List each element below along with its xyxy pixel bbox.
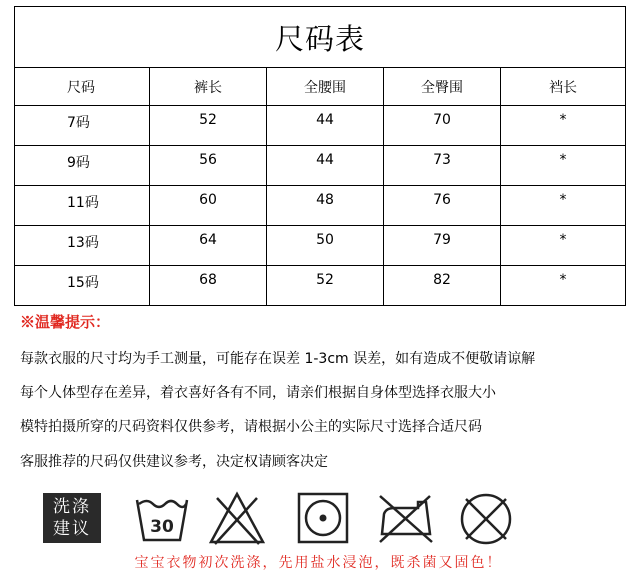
- hip-cell: 79: [384, 226, 501, 266]
- wash-advice-line1: 洗涤: [53, 497, 91, 517]
- waist-cell: 52: [267, 266, 384, 306]
- crotch-cell: *: [501, 266, 626, 306]
- hip-cell: 70: [384, 106, 501, 146]
- notice-line: 每个人体型存在差异，着衣喜好各有不同，请亲们根据自身体型选择衣服大小: [20, 385, 496, 401]
- pants-length-cell: 60: [150, 186, 267, 226]
- no-bleach-icon: [207, 490, 267, 546]
- wash-advice-line2: 建议: [53, 519, 91, 539]
- care-icons: [0, 490, 637, 548]
- notice-line: 客服推荐的尺码仅供建议参考，决定权请顾客决定: [20, 454, 328, 470]
- pants-length-cell: 68: [150, 266, 267, 306]
- page-title: 尺码表: [15, 7, 626, 68]
- size-table: [14, 6, 626, 306]
- hip-cell: 76: [384, 186, 501, 226]
- crotch-cell: *: [501, 186, 626, 226]
- wash-30-icon: [133, 490, 191, 546]
- header-size: 尺码: [15, 68, 150, 106]
- header-pants-length: 裤长: [150, 68, 267, 106]
- no-dry-clean-icon: [456, 490, 516, 548]
- tumble-dry-icon: [295, 490, 351, 546]
- no-iron-icon: [374, 490, 436, 546]
- pants-length-cell: 52: [150, 106, 267, 146]
- wash-temp: 30: [150, 517, 174, 537]
- crotch-cell: *: [501, 106, 626, 146]
- header-waist: 全腰围: [267, 68, 384, 106]
- crotch-cell: *: [501, 226, 626, 266]
- notice-line: 每款衣服的尺寸均为手工测量，可能存在误差 1-3cm 误差，如有造成不便敬请谅解: [20, 351, 536, 367]
- notice-title: ※温馨提示：: [20, 313, 111, 331]
- hip-cell: 82: [384, 266, 501, 306]
- table-row: [15, 266, 626, 306]
- pants-length-cell: 56: [150, 146, 267, 186]
- waist-cell: 48: [267, 186, 384, 226]
- size-cell: 7码: [15, 106, 150, 146]
- table-row: [15, 146, 626, 186]
- hip-cell: 73: [384, 146, 501, 186]
- size-cell: 11码: [15, 186, 150, 226]
- waist-cell: 44: [267, 146, 384, 186]
- waist-cell: 44: [267, 106, 384, 146]
- pants-length-cell: 64: [150, 226, 267, 266]
- size-cell: 15码: [15, 266, 150, 306]
- header-hip: 全臀围: [384, 68, 501, 106]
- size-cell: 9码: [15, 146, 150, 186]
- table-header-row: [15, 68, 626, 106]
- notice-line: 模特拍摄所穿的尺码资料仅供参考，请根据小公主的实际尺寸选择合适尺码: [20, 419, 482, 435]
- table-row: [15, 106, 626, 146]
- crotch-cell: *: [501, 146, 626, 186]
- footer-tip: 宝宝衣物初次洗涤，先用盐水浸泡，既杀菌又固色！: [134, 555, 503, 571]
- waist-cell: 50: [267, 226, 384, 266]
- table-row: [15, 226, 626, 266]
- header-crotch: 裆长: [501, 68, 626, 106]
- size-cell: 13码: [15, 226, 150, 266]
- table-row: [15, 186, 626, 226]
